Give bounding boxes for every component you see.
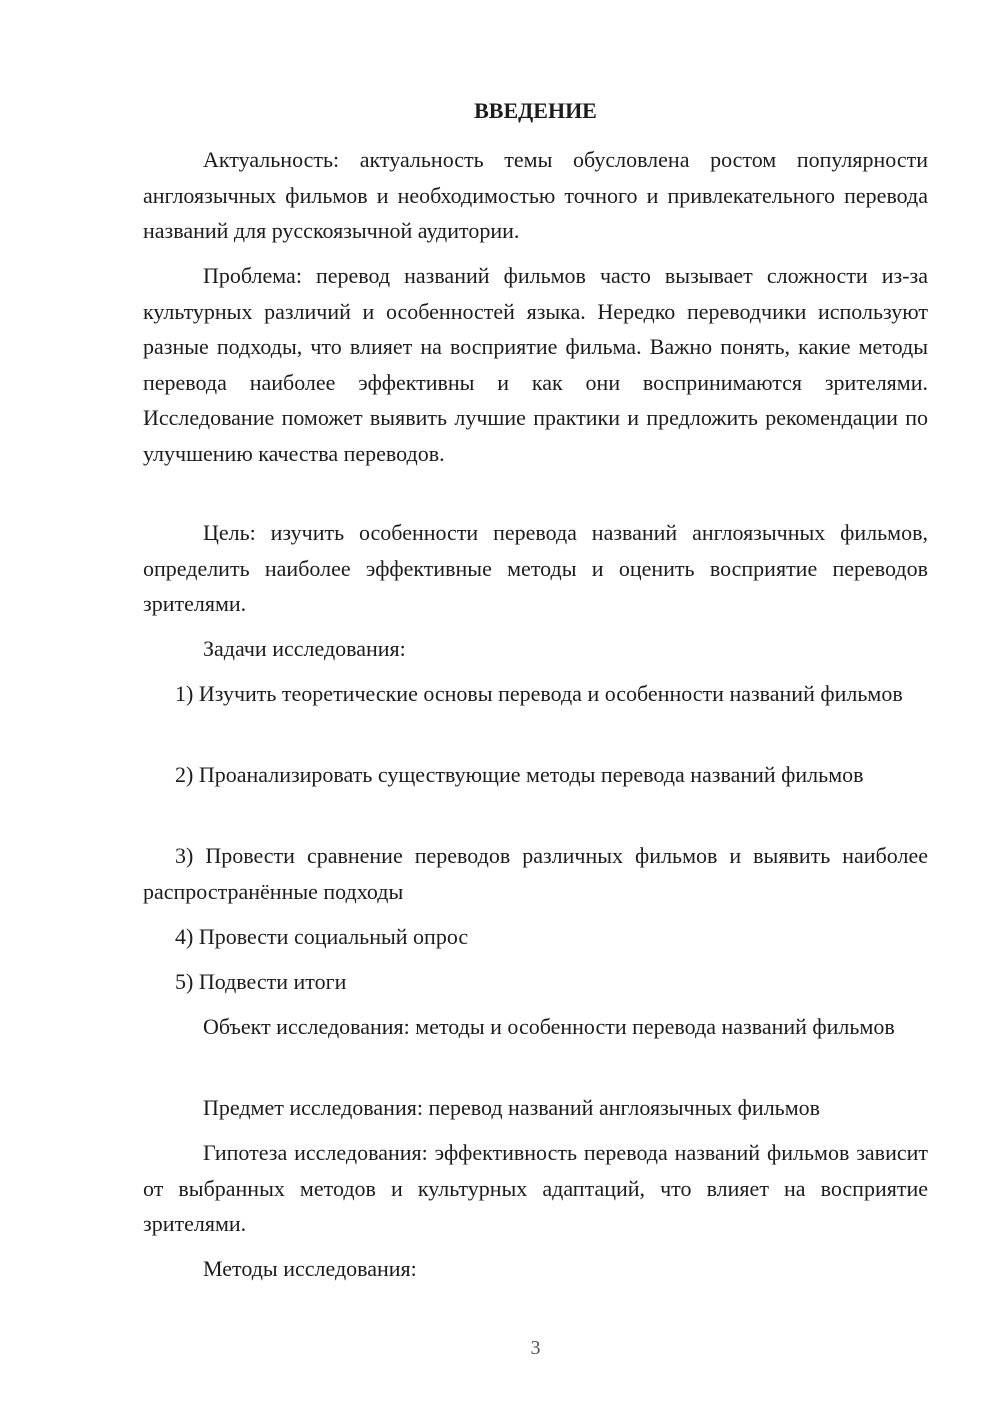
paragraph-hypothesis: Гипотеза исследования: эффективность перевода названий фильмов зависит от выбранных методов и культурных адаптаций, что влияет на восприятие зрителями. (143, 1140, 928, 1236)
paragraph-subject: Предмет исследования: перевод названий англоязычных фильмов (203, 1095, 821, 1120)
paragraph-relevance: Актуальность: актуальность темы обусловлена ростом популярности англоязычных фильмов и необходимостью точного и привлекательного перевода названий для русскоязычной аудитории. (143, 147, 928, 243)
page-title: ВВЕДЕНИЕ (474, 98, 597, 123)
paragraph-problem: Проблема: перевод названий фильмов часто вызывает сложности из-за культурных различий и особенностей языка. Нередко переводчики используют разные подходы, что влияет на восприятие фильма. Важно понять, какие методы перевода наиболее эффективны и как они воспринимаются зрителями. Исследование поможет выявить лучшие практики и предложить рекомендации по улучшению качества переводов. (143, 263, 928, 466)
list-item-task-4: 4) Провести социальный опрос (175, 924, 469, 949)
list-item-task-1: 1) Изучить теоретические основы перевода и особенности названий фильмов (175, 681, 903, 706)
document-page (143, 0, 928, 1414)
page-number: 3 (530, 1337, 541, 1359)
paragraph-tasks-heading: Задачи исследования: (203, 636, 406, 661)
list-item-task-2: 2) Проанализировать существующие методы перевода названий фильмов (175, 762, 864, 787)
paragraph-goal: Цель: изучить особенности перевода названий англоязычных фильмов, определить наиболее эффективные методы и оценить восприятие переводов зрителями. (143, 520, 928, 616)
list-item-task-3: 3) Провести сравнение переводов различных фильмов и выявить наиболее распространённые подходы (143, 843, 928, 904)
list-item-task-5: 5) Подвести итоги (175, 969, 347, 994)
paragraph-methods-heading: Методы исследования: (203, 1256, 417, 1281)
paragraph-object: Объект исследования: методы и особенности перевода названий фильмов (203, 1014, 895, 1039)
